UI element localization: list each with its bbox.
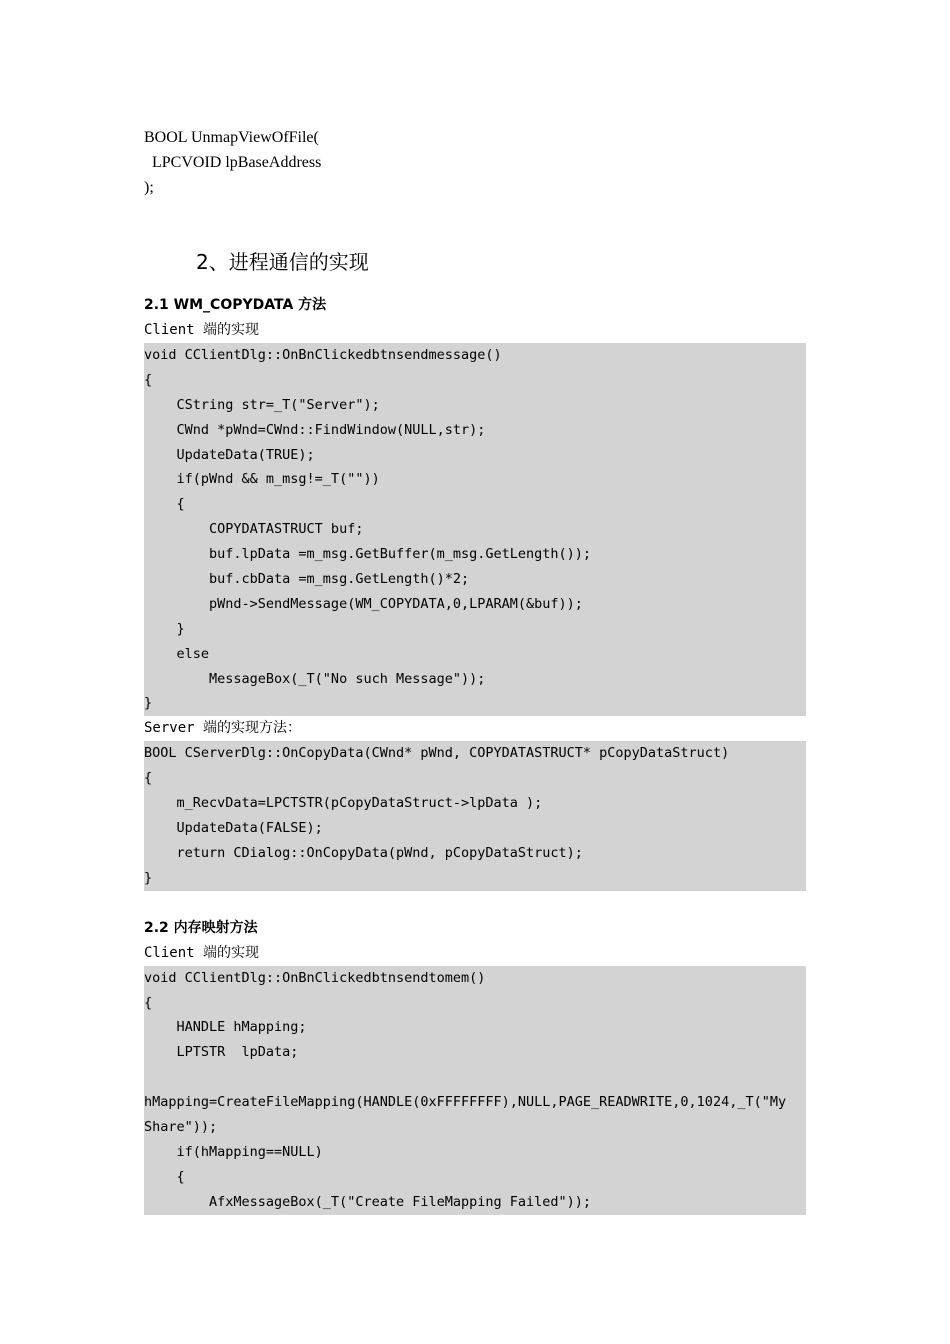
code-line: { [144, 371, 153, 388]
code-line: { [144, 1168, 185, 1185]
code-block-client-copydata [144, 343, 806, 716]
code-line: else [144, 645, 210, 662]
code-line: { [144, 496, 185, 513]
code-line: } [144, 620, 185, 637]
code-line: BOOL CServerDlg::OnCopyData(CWnd* pWnd, COPYDATASTRUCT* pCopyDataStruct) [144, 745, 730, 762]
document-page [144, 125, 806, 1215]
code-line: LPTSTR lpData; [144, 1044, 299, 1061]
server-label: Server 端的实现方法： [144, 720, 302, 737]
code-line: void CClientDlg::OnBnClickedbtnsendmessage() [144, 347, 502, 363]
subsection-title: 2.1 WM_COPYDATA 方法 [144, 297, 327, 313]
code-line: Share")); [144, 1119, 218, 1136]
spacer [144, 891, 806, 916]
client-label: Client 端的实现 [144, 944, 260, 961]
code-line: pWnd->SendMessage(WM_COPYDATA,0,LPARAM(&buf)); [144, 595, 583, 612]
code-line [144, 1065, 806, 1090]
section-heading: 2、进程通信的实现 [196, 250, 369, 274]
client-label: Client 端的实现 [144, 322, 260, 338]
code-line: { [144, 770, 153, 787]
code-line: if(hMapping==NULL) [144, 1143, 323, 1160]
code-line: if(pWnd && m_msg!=_T("")) [144, 471, 380, 488]
code-line: CWnd *pWnd=CWnd::FindWindow(NULL,str); [144, 421, 486, 438]
code-line: CString str=_T("Server"); [144, 396, 380, 413]
code-line: buf.lpData =m_msg.GetBuffer(m_msg.GetLength()); [144, 546, 592, 563]
code-line: { [144, 994, 153, 1011]
code-line: return CDialog::OnCopyData(pWnd, pCopyDataStruct); [144, 844, 583, 861]
code-line: UpdateData(TRUE); [144, 446, 315, 463]
code-line: HANDLE hMapping; [144, 1019, 307, 1036]
code-line: AfxMessageBox(_T("Create FileMapping Failed")); [144, 1193, 592, 1210]
code-line: buf.cbData =m_msg.GetLength()*2; [144, 571, 470, 588]
subsection-title: 2.2 内存映射方法 [144, 919, 258, 936]
intro-line: LPCVOID lpBaseAddress [144, 154, 322, 171]
code-line: } [144, 695, 153, 712]
code-block-server-copydata [144, 741, 806, 890]
code-line: MessageBox(_T("No such Message")); [144, 670, 486, 687]
code-block-client-filemapping [144, 966, 806, 1215]
code-line: } [144, 869, 153, 886]
code-line: void CClientDlg::OnBnClickedbtnsendtomem() [144, 969, 486, 986]
code-line: UpdateData(FALSE); [144, 820, 323, 837]
code-line: hMapping=CreateFileMapping(HANDLE(0xFFFFFFFF),NULL,PAGE_READWRITE,0,1024,_T("My [144, 1094, 787, 1111]
intro-code [144, 125, 806, 200]
spacer [144, 200, 806, 225]
intro-line: ); [144, 179, 154, 196]
code-line: m_RecvData=LPCTSTR(pCopyDataStruct->lpData ); [144, 795, 543, 812]
intro-line: BOOL UnmapViewOfFile( [144, 129, 319, 146]
code-line: COPYDATASTRUCT buf; [144, 521, 364, 538]
